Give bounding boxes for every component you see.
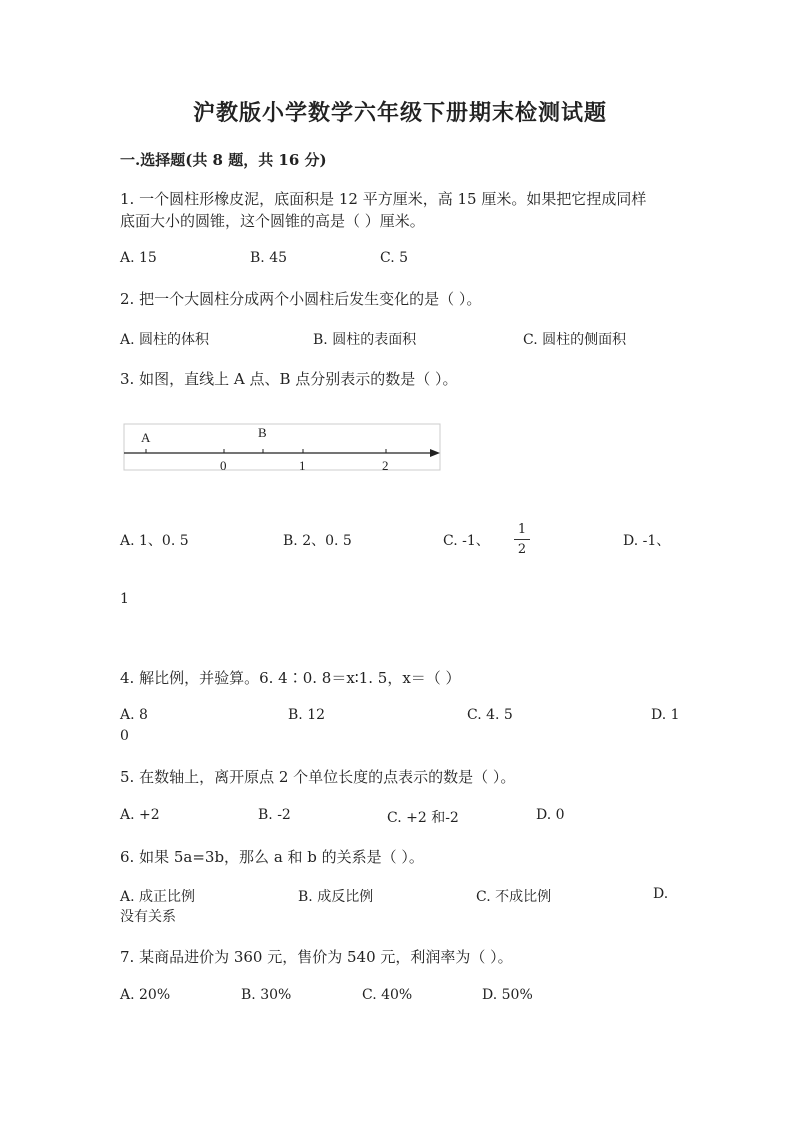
q7-option-d[interactable]: D. 50%	[482, 987, 533, 1003]
fraction-bar	[514, 539, 530, 540]
question-1-line-2: 底面大小的圆锥，这个圆锥的高是（ ）厘米。	[120, 212, 425, 230]
question-4: 4. 解比例，并验算。6. 4∶0. 8＝x∶1. 5，x＝（ ）	[120, 669, 461, 687]
page-title: 沪教版小学数学六年级下册期末检测试题	[192, 100, 607, 126]
tick-label-1: 1	[299, 458, 306, 473]
tick-label-2: 2	[382, 458, 389, 473]
q4-option-b[interactable]: B. 12	[288, 707, 326, 723]
q3-option-c[interactable]: C. -1、	[443, 533, 490, 549]
point-b-label: B	[258, 425, 267, 440]
question-1-line-1: 1. 一个圆柱形橡皮泥，底面积是 12 平方厘米，高 15 厘米。如果把它捏成同样	[120, 190, 647, 208]
q4-option-c[interactable]: C. 4. 5	[467, 707, 513, 723]
q3-option-d[interactable]: D. -1、	[623, 533, 671, 549]
q2-option-c[interactable]: C. 圆柱的侧面积	[523, 332, 627, 348]
q4-option-d[interactable]: D. 1	[651, 707, 680, 723]
number-line-arrow	[430, 449, 440, 457]
q6-option-d[interactable]: D.	[653, 886, 669, 902]
question-2: 2. 把一个大圆柱分成两个小圆柱后发生变化的是（ ）。	[120, 290, 482, 308]
q6-option-d-wrap: 没有关系	[120, 909, 176, 925]
q6-option-b[interactable]: B. 成反比例	[298, 889, 374, 905]
q7-option-b[interactable]: B. 30%	[241, 987, 292, 1003]
tick-label-0: 0	[220, 458, 227, 473]
q1-option-b[interactable]: B. 45	[250, 250, 288, 266]
fraction-denominator: 2	[517, 542, 527, 557]
q7-option-a[interactable]: A. 20%	[120, 987, 171, 1003]
q1-option-a[interactable]: A. 15	[120, 250, 157, 266]
q6-option-c[interactable]: C. 不成比例	[476, 889, 552, 905]
q5-option-c[interactable]: C. +2 和-2	[387, 810, 459, 826]
q5-option-a[interactable]: A. +2	[120, 807, 160, 823]
q3-option-c-fraction	[514, 522, 530, 557]
figure-frame	[124, 424, 440, 470]
q6-option-a[interactable]: A. 成正比例	[120, 889, 196, 905]
section-heading: 一.选择题(共 8 题，共 16 分)	[120, 151, 327, 169]
question-3: 3. 如图，直线上 A 点、B 点分别表示的数是（ ）。	[120, 370, 458, 388]
number-line-figure	[120, 420, 450, 480]
q3-option-d-wrap: 1	[120, 591, 129, 607]
q3-option-a[interactable]: A. 1、0. 5	[120, 533, 189, 549]
q2-option-a[interactable]: A. 圆柱的体积	[120, 332, 210, 348]
q5-option-b[interactable]: B. -2	[258, 807, 291, 823]
question-6: 6. 如果 5a=3b，那么 a 和 b 的关系是（ ）。	[120, 848, 424, 866]
q2-option-b[interactable]: B. 圆柱的表面积	[313, 332, 417, 348]
q7-option-c[interactable]: C. 40%	[362, 987, 413, 1003]
q3-option-b[interactable]: B. 2、0. 5	[283, 533, 352, 549]
q5-option-d[interactable]: D. 0	[536, 807, 565, 823]
question-5: 5. 在数轴上，离开原点 2 个单位长度的点表示的数是（ ）。	[120, 768, 516, 786]
point-a-label: A	[141, 430, 151, 445]
q4-option-d-wrap: 0	[120, 728, 129, 744]
q4-option-a[interactable]: A. 8	[120, 707, 148, 723]
fraction-numerator: 1	[517, 522, 527, 537]
question-7: 7. 某商品进价为 360 元，售价为 540 元，利润率为（ ）。	[120, 948, 513, 966]
q1-option-c[interactable]: C. 5	[380, 250, 409, 266]
